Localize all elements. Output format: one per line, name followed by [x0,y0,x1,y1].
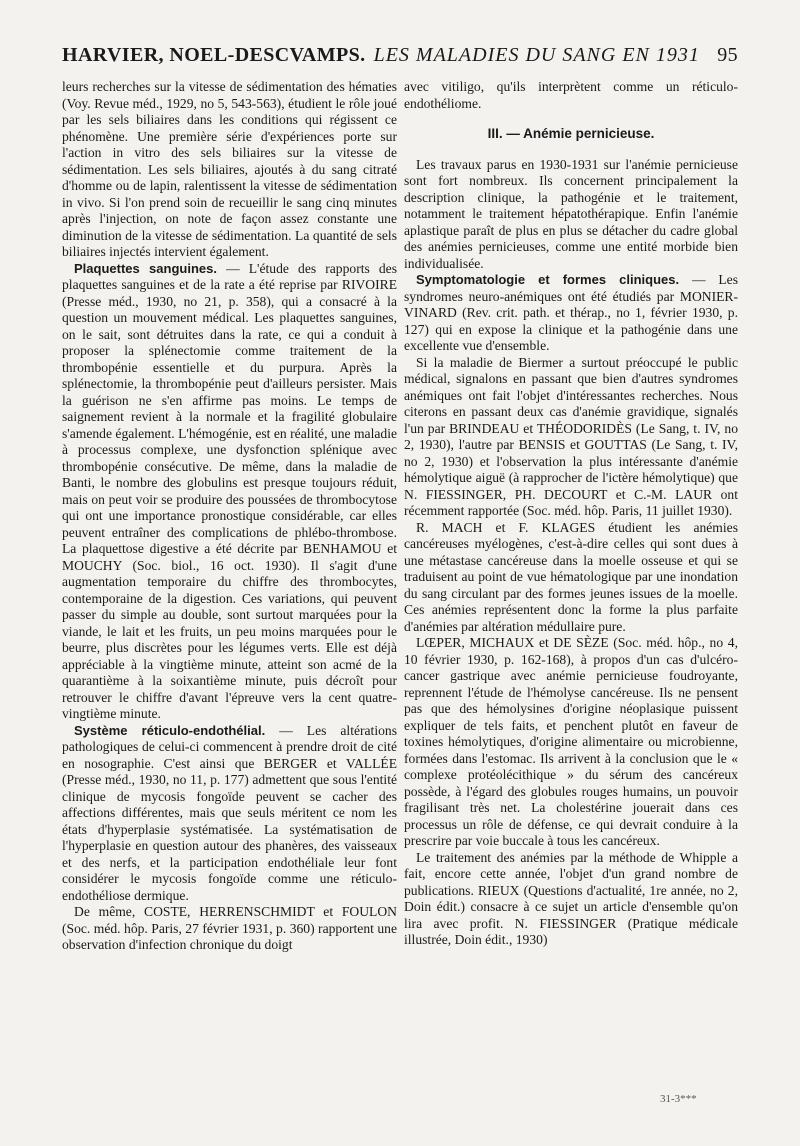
paragraph-reticulo [62,723,397,905]
paragraph-plaquettes [62,261,397,723]
header-title: LES MALADIES DU SANG EN 1931 [373,44,700,66]
paragraph: De même, COSTE, HERRENSCHMIDT et FOULON (Soc. méd. hôp. Paris, 27 février 1931, p. 360) rapportent une observation d'infection chronique du doigt [62,904,397,952]
printer-signature: 31-3*** [660,1093,697,1105]
paragraph: leurs recherches sur la vitesse de sédimentation des hématies (Voy. Revue méd., 1929, no 5, 543-563), étudient le rôle joué par les sels biliaires dans les conditions qui régissent ce phénomène. Une première série d'expériences porte sur l'action in vitro des sels biliaires sur la vitesse de sédimentation. Les sels biliaires, ajoutés à du sang citraté d'homme ou de lapin, ralentissent la vitesse de sédimentation in vivo. Si l'on prend soin de recueillir le sang cinq minutes après l'injection, on note de façon assez constante une diminution de la vitesse de sédimentation. La quantité de sels biliaires injectés intervient également. [62,79,397,259]
paragraph-symptomatologie [404,272,738,355]
page-number: 95 [717,44,738,66]
run-in-heading: Système réticulo-endothélial. [74,722,266,738]
paragraph-text: — Les syndromes neuro-anémiques ont été étudiés par MONIER-VINARD (Rev. crit. path. et thérap., no 1, février 1930, p. 127) qui en expose la clinique et la pathogénie dans une excellente vue d'ensemble. [404,272,738,353]
paragraph-text: — L'étude des rapports des plaquettes sanguines et de la rate a été reprise par RIVOIRE (Presse méd., 1930, no 21, p. 358), qui a consacré à la question un mouvement médical. Les plaquettes sanguines, on le sait, sont détruites dans la rate, ce qui a conduit à proposer la splénectomie comme traitement de la thrombopénie essentielle et du purpura. Après la splénectomie, la thrombopénie peut d'ailleurs persister. Mais la guérison ne s'en affirme pas moins. Le temps de saignement revient à la normale et la fragilité globulaire s'amende également. L'hémogénie, est en réalité, une maladie à processus complexe, une dysfonction splénique avec thrombopénie consécutive. De même, dans la maladie de Banti, le nombre des globulins est presque toujours réduit, mais on peut voir se produire des poussées de thrombocytose qui ont une importance pronostique considérable, car elles peuvent entraîner des complications de phlébo-thrombose. La plaquettose digestive a été décrite par BENHAMOU et MOUCHY (Soc. biol., 16 oct. 1930). Il s'agit d'une augmentation temporaire du chiffre des thrombocytes, contemporaine de la digestion. Ces variations, qui peuvent passer du simple au double, sont surtout marquées pour la viande, le lait et les fruits, un peu moins marquées pour le beurre, plus discrètes pour les légumes verts. Elle est déjà appréciable à la vingtième minute, atteint son acmé de la quarantième à la soixantième minute, puis décroît pour retrouver le chiffre d'avant l'épreuve vers la cent quatre-vingtième minute. [62,260,397,721]
paragraph: Les travaux parus en 1930-1931 sur l'anémie pernicieuse sont fort nombreux. Ils concernent principalement la description clinique, la pathogénie et le traitement, notamment le traitement hépatothérapique. Enfin l'anémie aplastique paraît de plus en plus se détacher du cadre global des anémies pernicieuses, comme une entité morbide bien individualisée. [404,156,738,271]
paragraph: LŒPER, MICHAUX et DE SÈZE (Soc. méd. hôp., no 4, 10 février 1930, p. 162-168), à propos d'un cas d'ulcéro-cancer gastrique avec anémie pernicieuse foudroyante, reprennent l'étude de l'hémolyse cancéreuse. Ils ne pensent pas que des hémolysines d'origine néoplasique puissent expliquer de tels faits, et penchent plutôt en faveur de toxines hémolytiques, d'origine alimentaire ou microbienne, formées dans l'estomac. Ils arrivent à la conclusion que le « complexe protéolécithique » du sérum des cancéreux possède, à l'égard des globules rouges humains, un pouvoir fragilisant très net. La cholestérine jouerait dans ces processus un rôle de défense, ce qui devrait conduire à la prescrire par voie buccale à tous les cancéreux. [404,635,738,848]
paragraph: Le traitement des anémies par la méthode de Whipple a fait, encore cette année, l'objet d'un grand nombre de publications. RIEUX (Questions d'actualité, 1re année, no 2, Doin édit.) consacre à ce sujet un article d'ensemble qu'on lira avec profit. N. FIESSINGER (Pratique médicale illustrée, Doin édit., 1930) [404,849,738,947]
header-authors: HARVIER, NOEL-DESCVAMPS. [62,44,366,66]
running-header [62,44,738,67]
paragraph: Si la maladie de Biermer a surtout préoccupé le public médical, signalons en passant que bien d'autres syndromes anémiques ont fait l'objet d'intéressantes recherches. Nous citerons en passant deux cas d'anémie gravidique, signalés l'un par BRINDEAU et THÉODORIDÈS (Le Sang, t. IV, no 2, 1930), l'autre par BENSIS et GOUTTAS (Le Sang, t. IV, no 2, 1930) et l'observation la plus intéressante d'anémie hémolytique aiguë (à rapprocher de l'ictère hémolytique) que N. FIESSINGER, PH. DECOURT et C.-M. LAUR ont récemment rapportée (Soc. méd. hôp. Paris, 11 juillet 1930). [404,354,738,518]
run-in-heading: Symptomatologie et formes cliniques. [416,272,680,287]
run-in-heading: Plaquettes sanguines. [74,260,217,276]
left-column [62,79,397,954]
paragraph: R. MACH et F. KLAGES étudient les anémies cancéreuses myélogènes, c'est-à-dire celles qui sont dues à une métastase cancéreuse dans la moelle osseuse et qui se traduisent au point de vue hématologique par une inondation du sang circulant par des formes jeunes issues de la moelle. Ces anémies représentent donc la forme la plus parfaite d'anémies par altération médullaire pure. [404,519,738,634]
paragraph: avec vitiligo, qu'ils interprètent comme un réticulo-endothéliome. [404,79,738,111]
section-heading: III. — Anémie pernicieuse. [487,126,655,141]
paragraph-text: — Les altérations pathologiques de celui-ci commencent à prendre droit de cité en nosographie. C'est ainsi que BERGER et VALLÉE (Presse méd., 1930, no 11, p. 177) admettent que sous l'entité clinique de mycosis fongoïde peuvent se cacher des affections différentes, mais que seuls méritent ce nom les états d'hyperplasie systématisée. La systématisation de l'hyperplasie en question autour des phanères, des vaisseaux et des nerfs, et la participation endothéliale leur font considérer le mycosis fongoïde comme une réticulo-endothéliose dermique. [62,722,397,903]
right-column [404,79,738,949]
